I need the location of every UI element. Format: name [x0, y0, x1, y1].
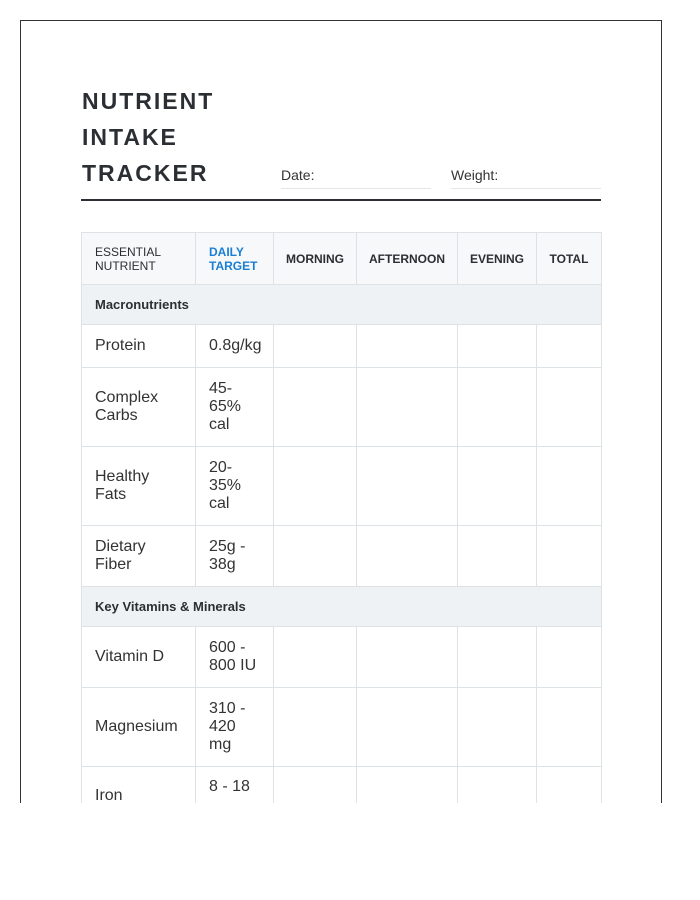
afternoon-cell[interactable] — [357, 767, 458, 804]
table-row — [82, 325, 602, 368]
section-label: Key Vitamins & Minerals — [82, 587, 602, 627]
afternoon-cell[interactable] — [357, 688, 458, 767]
date-label: Date: — [281, 167, 315, 183]
tracker-page — [20, 20, 662, 803]
title-line: NUTRIENT — [82, 88, 215, 114]
nutrient-name: Vitamin D — [82, 627, 196, 688]
nutrient-name: Complex Carbs — [82, 368, 196, 447]
daily-target: 600 - 800 IU — [196, 627, 274, 688]
table-row — [82, 627, 602, 688]
header-divider — [81, 199, 601, 201]
morning-cell[interactable] — [274, 767, 357, 804]
daily-target: 45-65% cal — [196, 368, 274, 447]
col-header-nutrient: ESSENTIAL NUTRIENT — [82, 233, 196, 285]
col-header-total: TOTAL — [537, 233, 602, 285]
table-row — [82, 688, 602, 767]
col-header-afternoon: AFTERNOON — [357, 233, 458, 285]
nutrient-name: Magnesium — [82, 688, 196, 767]
nutrient-name: Healthy Fats — [82, 447, 196, 526]
evening-cell[interactable] — [458, 526, 537, 587]
col-header-target: DAILY TARGET — [196, 233, 274, 285]
daily-target: 0.8g/kg — [196, 325, 274, 368]
evening-cell[interactable] — [458, 325, 537, 368]
page-title — [82, 83, 214, 191]
section-row — [82, 285, 602, 325]
table-row — [82, 767, 602, 804]
weight-field[interactable] — [451, 167, 601, 189]
title-line: TRACKER — [82, 160, 209, 186]
nutrient-name: Iron — [82, 767, 196, 804]
morning-cell[interactable] — [274, 368, 357, 447]
afternoon-cell[interactable] — [357, 526, 458, 587]
table-header-row — [82, 233, 602, 285]
morning-cell[interactable] — [274, 447, 357, 526]
evening-cell[interactable] — [458, 627, 537, 688]
col-header-morning: MORNING — [274, 233, 357, 285]
total-cell[interactable] — [537, 447, 602, 526]
total-cell[interactable] — [537, 688, 602, 767]
date-field[interactable] — [281, 167, 431, 189]
total-cell[interactable] — [537, 627, 602, 688]
afternoon-cell[interactable] — [357, 368, 458, 447]
morning-cell[interactable] — [274, 526, 357, 587]
nutrient-name: Protein — [82, 325, 196, 368]
total-cell[interactable] — [537, 526, 602, 587]
afternoon-cell[interactable] — [357, 325, 458, 368]
morning-cell[interactable] — [274, 325, 357, 368]
afternoon-cell[interactable] — [357, 627, 458, 688]
section-label: Macronutrients — [82, 285, 602, 325]
table-row — [82, 368, 602, 447]
evening-cell[interactable] — [458, 767, 537, 804]
evening-cell[interactable] — [458, 368, 537, 447]
total-cell[interactable] — [537, 325, 602, 368]
nutrient-name: Dietary Fiber — [82, 526, 196, 587]
nutrient-table — [81, 232, 602, 803]
daily-target: 8 - 18 — [196, 767, 274, 804]
morning-cell[interactable] — [274, 688, 357, 767]
evening-cell[interactable] — [458, 447, 537, 526]
table-row — [82, 526, 602, 587]
total-cell[interactable] — [537, 368, 602, 447]
daily-target: 25g - 38g — [196, 526, 274, 587]
total-cell[interactable] — [537, 767, 602, 804]
section-row — [82, 587, 602, 627]
daily-target: 20-35% cal — [196, 447, 274, 526]
title-line: INTAKE — [82, 124, 178, 150]
afternoon-cell[interactable] — [357, 447, 458, 526]
daily-target: 310 - 420 mg — [196, 688, 274, 767]
morning-cell[interactable] — [274, 627, 357, 688]
col-header-evening: EVENING — [458, 233, 537, 285]
weight-label: Weight: — [451, 167, 499, 183]
table-row — [82, 447, 602, 526]
evening-cell[interactable] — [458, 688, 537, 767]
